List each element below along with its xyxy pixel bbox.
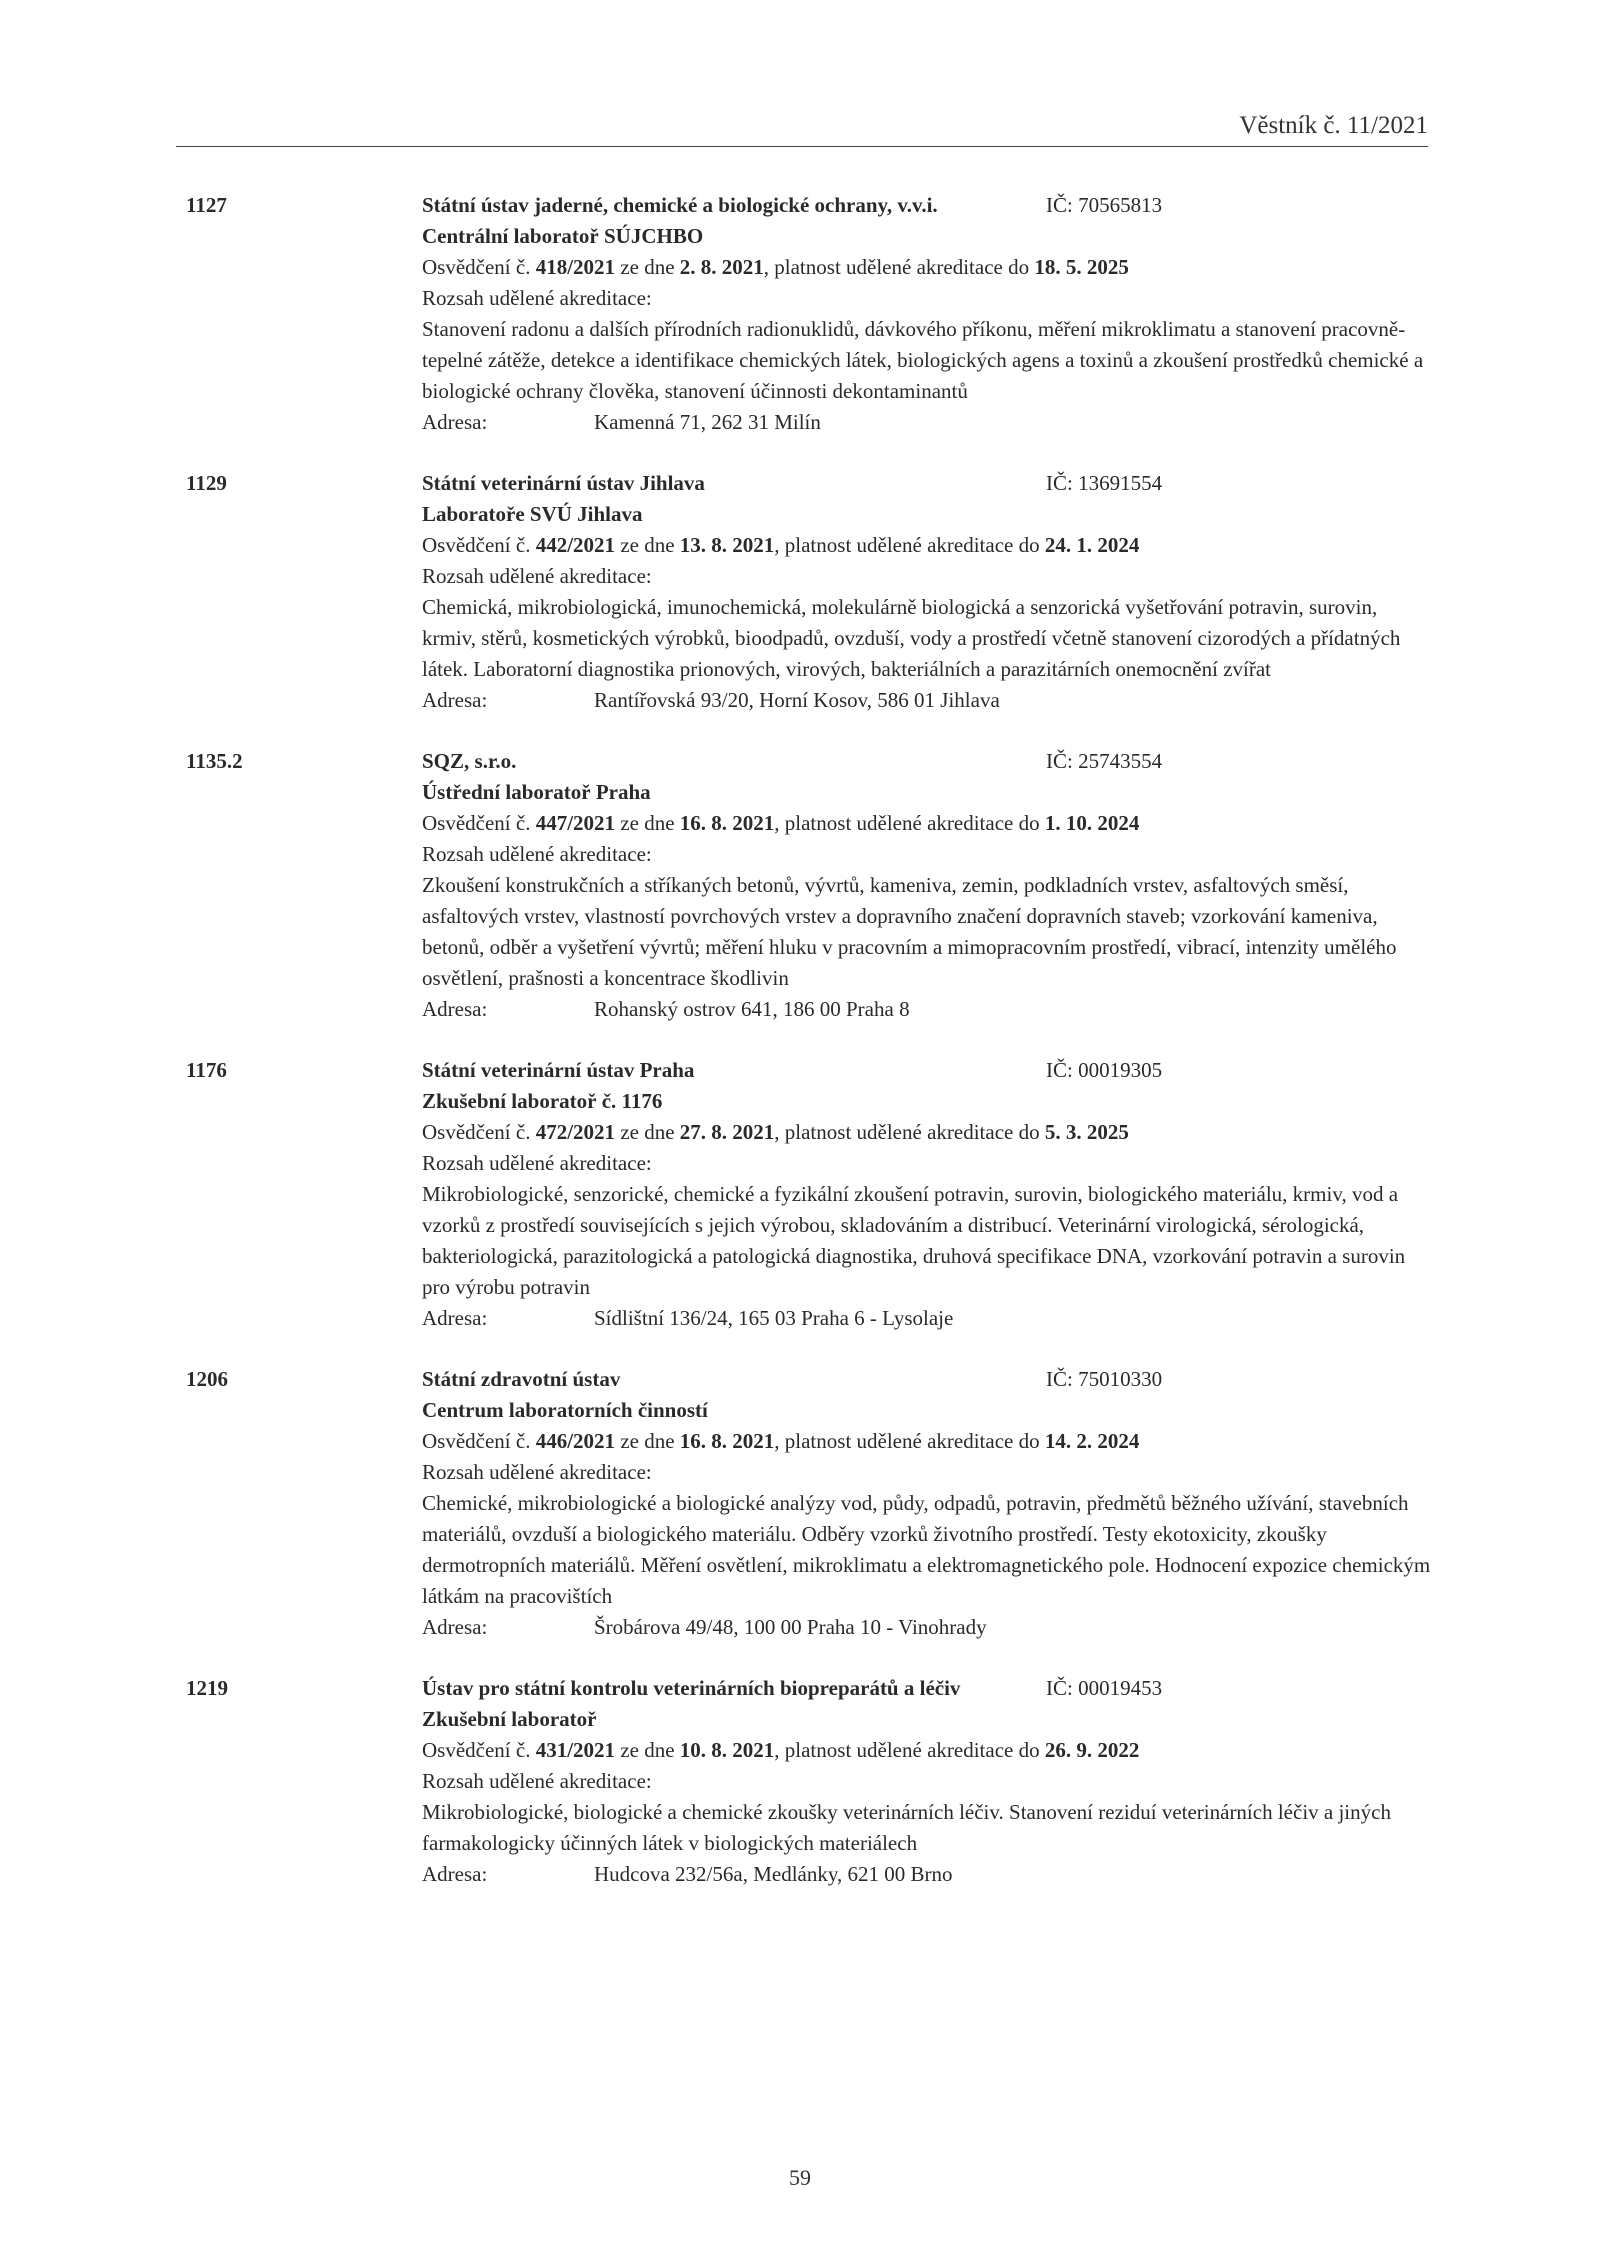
laboratory-name: Centrum laboratorních činností <box>422 1398 708 1422</box>
cert-label: Osvědčení č. <box>422 1429 536 1453</box>
accreditation-entry <box>176 1055 1436 1334</box>
scope-text: Chemické, mikrobiologické a biologické analýzy vod, půdy, odpadů, potravin, předmětů běžného užívání, stavebních materiálů, ovzduší a biologického materiálu. Odběry vzorků životního prostředí. Testy ekotoxicity, zkoušky dermotropních materiálů. Měření osvětlení, mikroklimatu a elektromagnetického pole. Hodnocení expozice chemickým látkám na pracovištích <box>422 1491 1431 1608</box>
ico-value: 00019453 <box>1078 1676 1163 1700</box>
ico-label: IČ: <box>1046 193 1079 217</box>
address-row <box>422 994 1432 1025</box>
ico-label: IČ: <box>1046 471 1079 495</box>
page-header <box>176 108 1428 147</box>
cert-date-label: ze dne <box>615 533 680 557</box>
cert-number: 442/2021 <box>535 533 616 557</box>
entry-name-row <box>422 190 1432 221</box>
organization-id <box>1046 190 1162 221</box>
address-value: Šrobárova 49/48, 100 00 Praha 10 - Vinohrady <box>594 1615 987 1639</box>
entry-number: 1206 <box>186 1367 228 1391</box>
address-label: Adresa: <box>422 1862 488 1886</box>
entry-name-row <box>422 1055 1432 1086</box>
cert-label: Osvědčení č. <box>422 811 536 835</box>
page-number: 59 <box>789 2165 811 2190</box>
address-label: Adresa: <box>422 1615 488 1639</box>
cert-valid-to: 14. 2. 2024 <box>1044 1429 1140 1453</box>
entry-body <box>422 1364 1432 1643</box>
certificate-line <box>422 1117 1432 1148</box>
organization-name: Ústav pro státní kontrolu veterinárních biopreparátů a léčiv <box>422 1676 961 1700</box>
cert-label: Osvědčení č. <box>422 1738 536 1762</box>
organization-id <box>1046 1673 1162 1704</box>
ico-label: IČ: <box>1046 749 1079 773</box>
cert-date: 16. 8. 2021 <box>679 1429 775 1453</box>
scope-label: Rozsah udělené akreditace: <box>422 1151 652 1175</box>
cert-valid-label: , platnost udělené akreditace do <box>763 255 1035 279</box>
address-row <box>422 1612 1432 1643</box>
scope-text: Chemická, mikrobiologická, imunochemická, molekulárně biologická a senzorická vyšetřování potravin, surovin, krmiv, stěrů, kosmetických výrobků, bioodpadů, ovzduší, vody a prostředí včetně stanovení cizorodých a přídatných látek. Laboratorní diagnostika prionových, virových, bakteriálních a parazitárních onemocnění zvířat <box>422 595 1401 681</box>
entry-number: 1127 <box>186 193 227 217</box>
cert-valid-label: , platnost udělené akreditace do <box>774 811 1045 835</box>
cert-valid-label: , platnost udělené akreditace do <box>774 1120 1045 1144</box>
cert-valid-to: 5. 3. 2025 <box>1044 1120 1129 1144</box>
address-label: Adresa: <box>422 1306 488 1330</box>
cert-date: 27. 8. 2021 <box>679 1120 775 1144</box>
organization-id <box>1046 1364 1162 1395</box>
certificate-line <box>422 1735 1432 1766</box>
entry-number: 1219 <box>186 1676 228 1700</box>
accreditation-entry <box>176 1673 1436 1890</box>
address-value: Rantířovská 93/20, Horní Kosov, 586 01 Jihlava <box>594 688 1000 712</box>
organization-name: Státní veterinární ústav Jihlava <box>422 471 705 495</box>
scope-text: Mikrobiologické, biologické a chemické zkoušky veterinárních léčiv. Stanovení reziduí veterinárních léčiv a jiných farmakologicky účinných látek v biologických materiálech <box>422 1800 1391 1855</box>
laboratory-name: Zkušební laboratoř <box>422 1707 597 1731</box>
ico-label: IČ: <box>1046 1676 1079 1700</box>
scope-label: Rozsah udělené akreditace: <box>422 1460 652 1484</box>
organization-name: Státní veterinární ústav Praha <box>422 1058 695 1082</box>
entry-number: 1135.2 <box>186 749 243 773</box>
cert-label: Osvědčení č. <box>422 1120 536 1144</box>
laboratory-name: Laboratoře SVÚ Jihlava <box>422 502 643 526</box>
entry-name-row <box>422 1673 1432 1704</box>
address-value: Kamenná 71, 262 31 Milín <box>594 410 821 434</box>
entry-body <box>422 746 1432 1025</box>
cert-label: Osvědčení č. <box>422 255 536 279</box>
cert-valid-to: 26. 9. 2022 <box>1044 1738 1140 1762</box>
accreditation-entry <box>176 1364 1436 1643</box>
cert-date-label: ze dne <box>615 255 680 279</box>
organization-id <box>1046 468 1162 499</box>
cert-number: 472/2021 <box>535 1120 616 1144</box>
cert-label: Osvědčení č. <box>422 533 536 557</box>
address-row <box>422 407 1432 438</box>
address-label: Adresa: <box>422 997 488 1021</box>
cert-date: 16. 8. 2021 <box>679 811 775 835</box>
ico-value: 70565813 <box>1078 193 1163 217</box>
organization-name: SQZ, s.r.o. <box>422 749 517 773</box>
cert-date: 13. 8. 2021 <box>679 533 775 557</box>
scope-text: Mikrobiologické, senzorické, chemické a fyzikální zkoušení potravin, surovin, biologického materiálu, krmiv, vod a vzorků z prostředí souvisejících s jejich výrobou, skladováním a distribucí. Veterinární virologická, sérologická, bakteriologická, parazitologická a patologická diagnostika, druhová specifikace DNA, vzorkování potravin a surovin pro výrobu potravin <box>422 1182 1406 1299</box>
ico-value: 13691554 <box>1078 471 1163 495</box>
organization-name: Státní ústav jaderné, chemické a biologické ochrany, v.v.i. <box>422 193 938 217</box>
scope-label: Rozsah udělené akreditace: <box>422 842 652 866</box>
entry-name-row <box>422 1364 1432 1395</box>
ico-label: IČ: <box>1046 1058 1079 1082</box>
ico-value: 75010330 <box>1078 1367 1163 1391</box>
address-label: Adresa: <box>422 688 488 712</box>
accreditation-entry <box>176 468 1436 716</box>
accreditation-list <box>176 190 1436 1920</box>
address-row <box>422 685 1432 716</box>
entry-number: 1176 <box>186 1058 227 1082</box>
scope-label: Rozsah udělené akreditace: <box>422 1769 652 1793</box>
cert-date: 2. 8. 2021 <box>679 255 764 279</box>
entry-body <box>422 468 1432 716</box>
cert-valid-label: , platnost udělené akreditace do <box>774 1738 1045 1762</box>
ico-value: 00019305 <box>1078 1058 1163 1082</box>
cert-valid-to: 24. 1. 2024 <box>1044 533 1140 557</box>
entry-name-row <box>422 468 1432 499</box>
entry-number: 1129 <box>186 471 227 495</box>
cert-date-label: ze dne <box>615 811 680 835</box>
cert-date-label: ze dne <box>615 1429 680 1453</box>
address-value: Rohanský ostrov 641, 186 00 Praha 8 <box>594 997 910 1021</box>
organization-id <box>1046 746 1162 777</box>
laboratory-name: Ústřední laboratoř Praha <box>422 780 651 804</box>
scope-text: Zkoušení konstrukčních a stříkaných betonů, vývrtů, kameniva, zemin, podkladních vrstev, asfaltových směsí, asfaltových vrstev, vlastností povrchových vrstev a dopravního značení dopravních staveb; vzorkování kameniva, betonů, odběr a vyšetření vývrtů; měření hluku v pracovním a mimopracovním prostředí, vibrací, intenzity umělého osvětlení, prašnosti a koncentrace škodlivin <box>422 873 1397 990</box>
address-row <box>422 1859 1432 1890</box>
cert-date-label: ze dne <box>615 1738 680 1762</box>
cert-number: 431/2021 <box>535 1738 616 1762</box>
certificate-line <box>422 530 1432 561</box>
entry-body <box>422 190 1432 438</box>
laboratory-name: Zkušební laboratoř č. 1176 <box>422 1089 663 1113</box>
address-value: Hudcova 232/56a, Medlánky, 621 00 Brno <box>594 1862 953 1886</box>
certificate-line <box>422 252 1432 283</box>
address-value: Sídlištní 136/24, 165 03 Praha 6 - Lysolaje <box>594 1306 954 1330</box>
cert-valid-label: , platnost udělené akreditace do <box>774 533 1045 557</box>
organization-name: Státní zdravotní ústav <box>422 1367 621 1391</box>
cert-date-label: ze dne <box>615 1120 680 1144</box>
cert-number: 446/2021 <box>535 1429 616 1453</box>
entry-name-row <box>422 746 1432 777</box>
journal-title: Věstník č. 11/2021 <box>1239 112 1428 139</box>
entry-body <box>422 1055 1432 1334</box>
cert-valid-to: 1. 10. 2024 <box>1044 811 1140 835</box>
cert-valid-label: , platnost udělené akreditace do <box>774 1429 1045 1453</box>
ico-value: 25743554 <box>1078 749 1163 773</box>
organization-id <box>1046 1055 1162 1086</box>
certificate-line <box>422 1426 1432 1457</box>
cert-number: 447/2021 <box>535 811 616 835</box>
entry-body <box>422 1673 1432 1890</box>
accreditation-entry <box>176 190 1436 438</box>
address-row <box>422 1303 1432 1334</box>
ico-label: IČ: <box>1046 1367 1079 1391</box>
address-label: Adresa: <box>422 410 488 434</box>
scope-label: Rozsah udělené akreditace: <box>422 286 652 310</box>
scope-text: Stanovení radonu a dalších přírodních radionuklidů, dávkového příkonu, měření mikroklimatu a stanovení pracovně-tepelné zátěže, detekce a identifikace chemických látek, biologických agens a toxinů a zkoušení prostředků chemické a biologické ochrany člověka, stanovení účinnosti dekontaminantů <box>422 317 1424 403</box>
accreditation-entry <box>176 746 1436 1025</box>
cert-date: 10. 8. 2021 <box>679 1738 775 1762</box>
scope-label: Rozsah udělené akreditace: <box>422 564 652 588</box>
certificate-line <box>422 808 1432 839</box>
cert-valid-to: 18. 5. 2025 <box>1034 255 1129 279</box>
cert-number: 418/2021 <box>535 255 616 279</box>
laboratory-name: Centrální laboratoř SÚJCHBO <box>422 224 704 248</box>
